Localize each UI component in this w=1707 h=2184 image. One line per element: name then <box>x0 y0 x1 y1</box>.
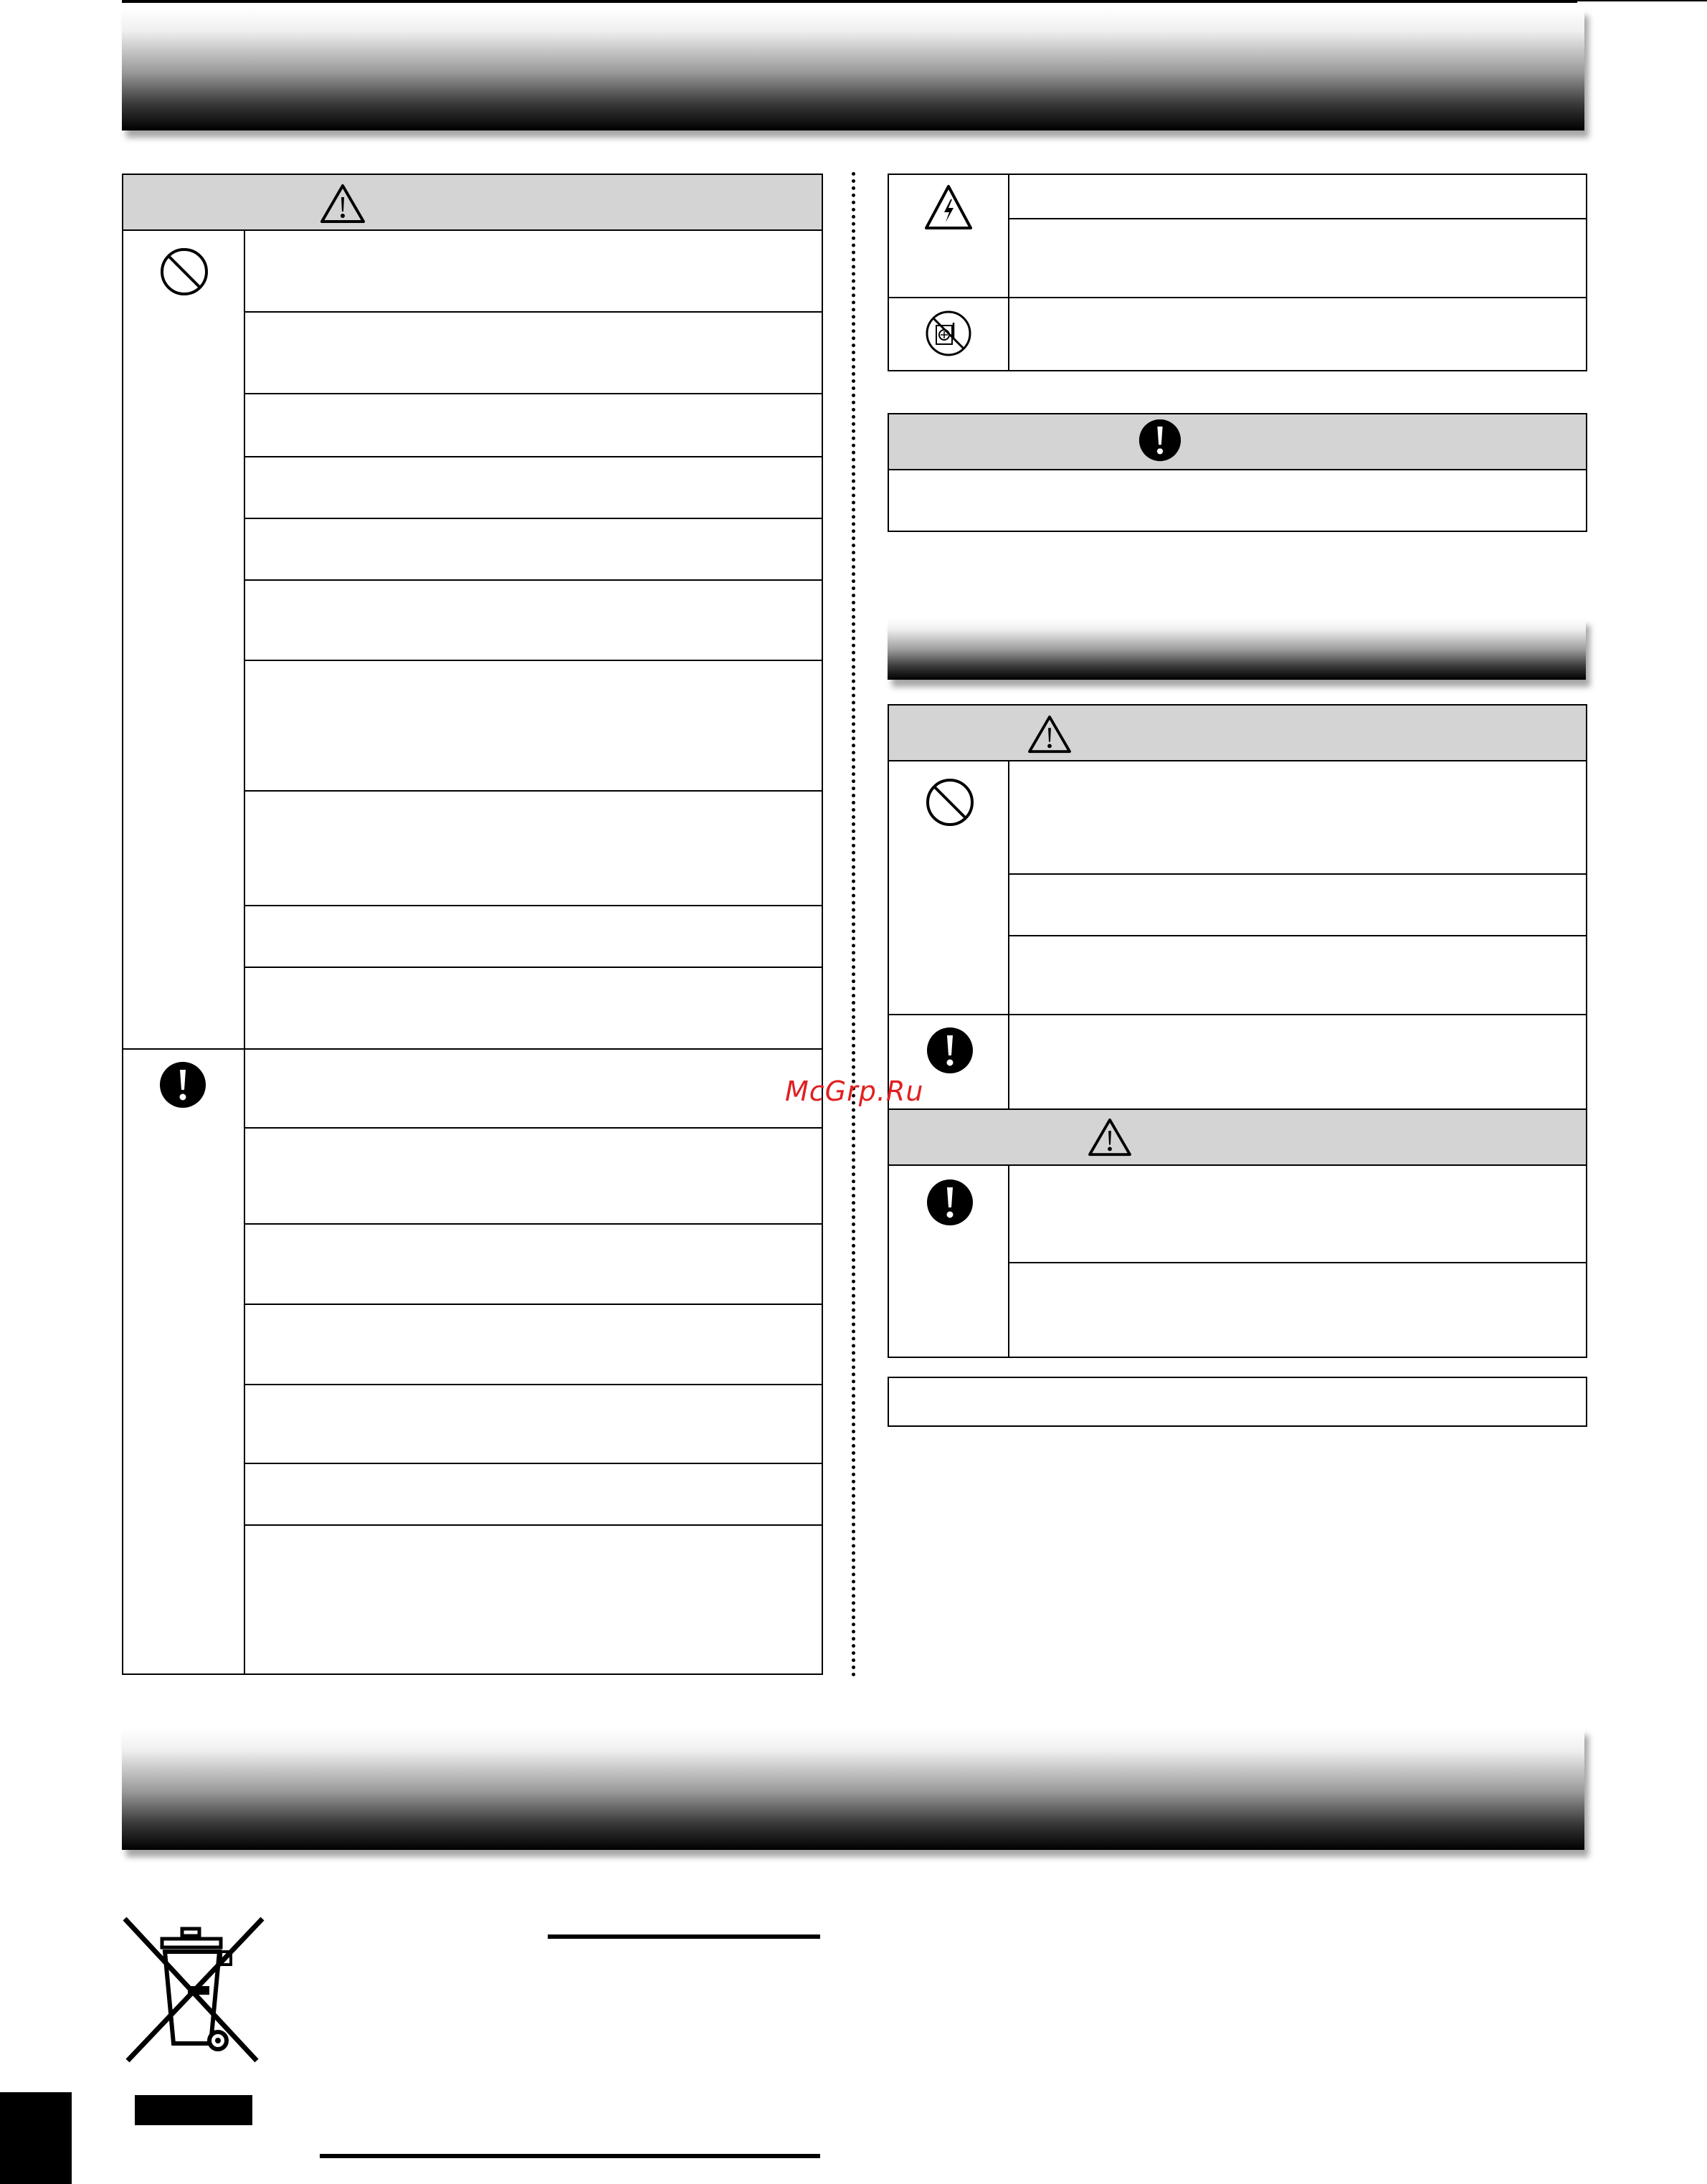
section-banner-top <box>122 9 1584 130</box>
row-divider <box>245 660 822 661</box>
mandatory-action-icon <box>1138 419 1181 462</box>
row-divider <box>245 1384 822 1385</box>
warning-table-right-lower-header <box>889 706 1586 761</box>
note-box <box>888 1377 1587 1427</box>
column-divider <box>1008 761 1009 1014</box>
row-divider <box>245 311 822 313</box>
row-divider <box>245 1127 822 1129</box>
left-table-column-divider <box>244 231 245 1673</box>
row-divider <box>1009 218 1586 219</box>
warning-table-right-lower <box>888 704 1587 1358</box>
warning-triangle-icon <box>1027 714 1073 754</box>
row-divider <box>1009 1262 1586 1263</box>
column-separator <box>852 172 855 1678</box>
top-rule-right <box>1577 0 1707 1</box>
row-divider <box>245 1223 822 1225</box>
warning-table-right-top <box>888 174 1587 371</box>
prohibition-icon <box>925 777 975 827</box>
warning-triangle-icon <box>1087 1117 1133 1157</box>
group-divider <box>889 1014 1586 1015</box>
mandatory-action-icon <box>159 1061 206 1108</box>
group-divider <box>123 1048 822 1050</box>
bin-underbar <box>135 2095 252 2125</box>
row-divider <box>889 297 1586 298</box>
do-not-touch-fan-icon <box>925 310 972 357</box>
row-divider <box>245 1463 822 1464</box>
rule-line <box>548 1934 820 1939</box>
crossed-out-wheelie-bin-icon <box>119 1913 270 2066</box>
mandatory-action-icon <box>926 1027 974 1074</box>
row-divider <box>1009 873 1586 875</box>
column-divider <box>1008 1014 1009 1108</box>
prohibition-icon <box>159 247 209 297</box>
top-rule <box>122 0 1577 3</box>
row-divider <box>245 579 822 581</box>
section-banner-bottom <box>122 1728 1584 1850</box>
watermark-text: McGrp.Ru <box>785 1076 924 1107</box>
row-divider <box>245 790 822 792</box>
row-divider <box>245 967 822 968</box>
row-divider <box>245 1524 822 1526</box>
section-banner-right <box>888 618 1586 680</box>
electric-shock-icon <box>923 184 974 231</box>
warning-triangle-icon <box>319 183 366 224</box>
page-tab <box>0 2092 72 2184</box>
row-divider <box>245 393 822 394</box>
rule-line <box>320 2154 820 2158</box>
warning-table-left <box>122 174 823 1675</box>
row-divider <box>245 1304 822 1305</box>
mandatory-action-icon <box>926 1179 974 1226</box>
warning-table-left-header <box>123 175 822 231</box>
row-divider <box>1009 935 1586 936</box>
caution-table-right-header <box>889 414 1586 470</box>
column-divider <box>1008 1166 1009 1357</box>
row-divider <box>245 518 822 519</box>
row-divider <box>245 456 822 457</box>
column-divider <box>1008 175 1009 370</box>
row-divider <box>245 905 822 906</box>
caution-subheader <box>889 1108 1586 1166</box>
